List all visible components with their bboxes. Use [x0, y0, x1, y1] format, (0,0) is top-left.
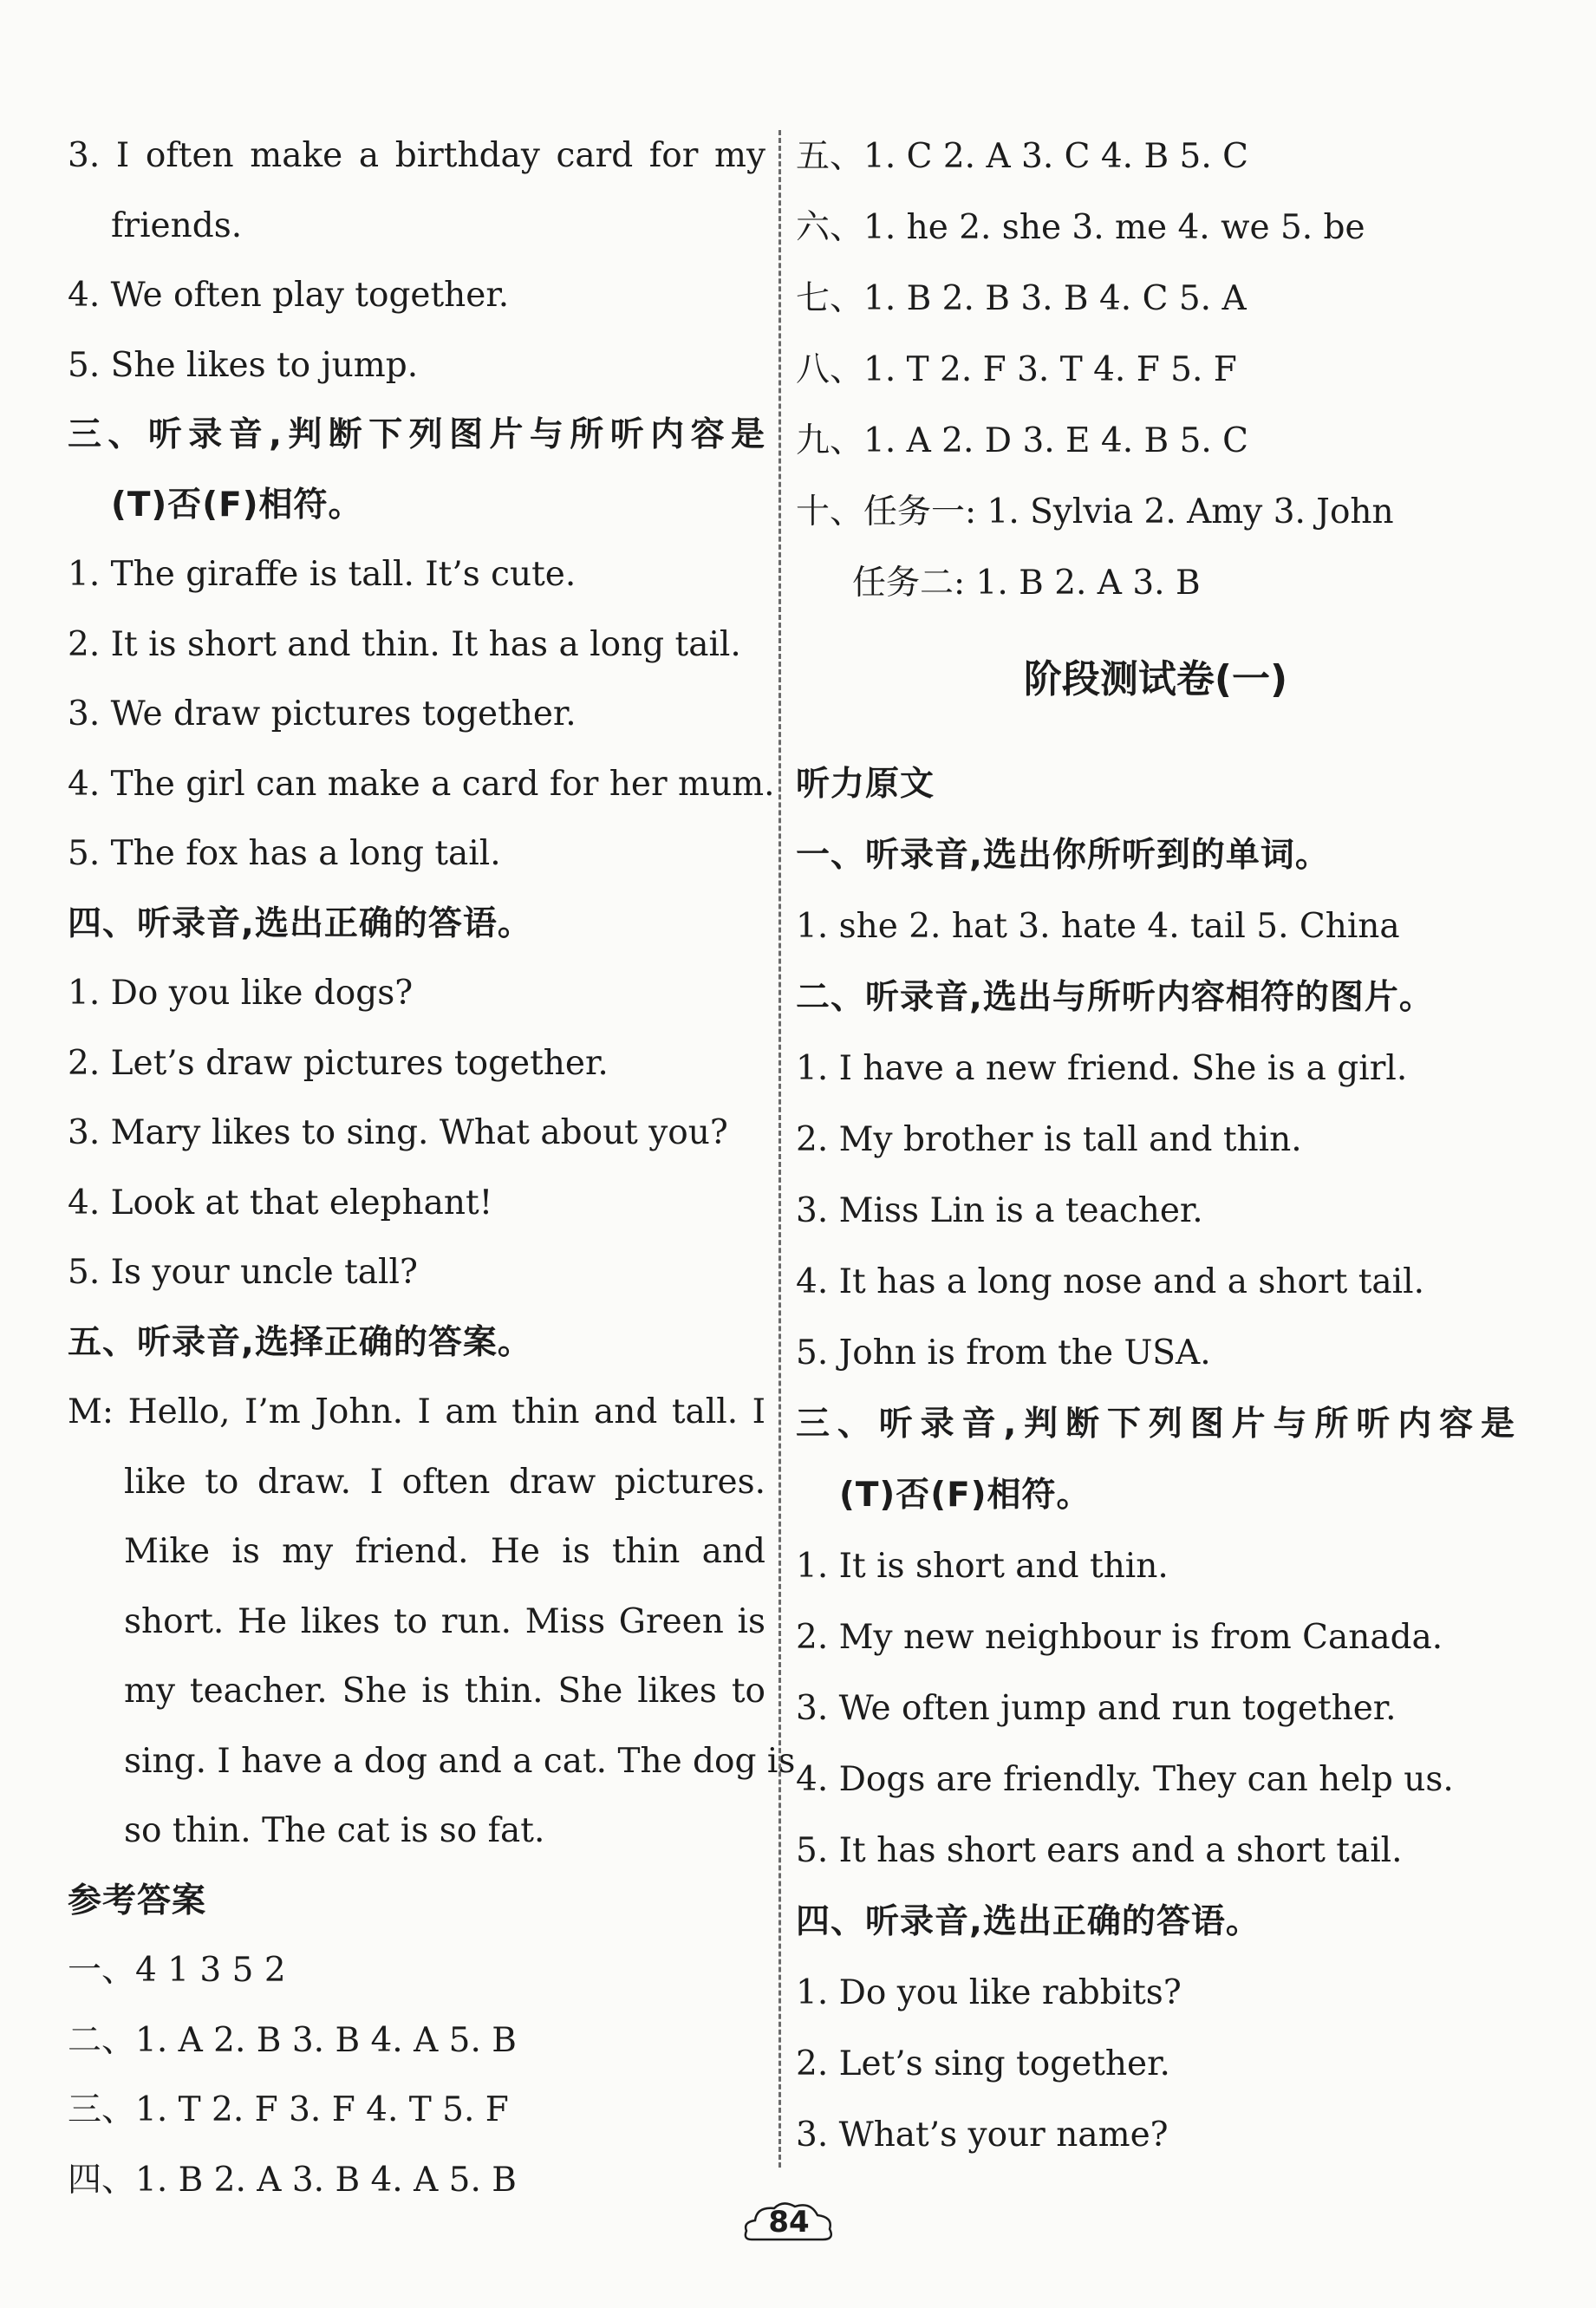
answer-row: 任务二: 1. B 2. A 3. B [852, 564, 1201, 603]
answer-row: 二、1. A 2. B 3. B 4. A 5. B [68, 2020, 517, 2060]
text-line: 4. Dogs are friendly. They can help us. [796, 1760, 1454, 1799]
answer-row: 十、任务一: 1. Sylvia 2. Amy 3. John [796, 492, 1394, 531]
section-heading: (T)否(F)相符。 [111, 485, 363, 525]
text-line: so thin. The cat is so fat. [124, 1811, 545, 1850]
answer-key-continued [796, 121, 1515, 619]
answer-row: 六、1. he 2. she 3. me 4. we 5. be [796, 208, 1365, 247]
section-heading: 五、听录音,选择正确的答案。 [68, 1322, 532, 1362]
text-line: 1. The giraffe is tall. It’s cute. [68, 555, 577, 594]
section-title: 阶段测试卷(一) [1023, 657, 1288, 701]
left-column [68, 121, 796, 2215]
text-line: 1. Do you like dogs? [68, 974, 414, 1013]
text-line: 5. Is your uncle tall? [68, 1253, 418, 1292]
text-line: my teacher. She is thin. She likes to [124, 1672, 765, 1711]
text-line: 3. What’s your name? [796, 2116, 1169, 2155]
text-line: 3. I often make a birthday card for my [68, 136, 765, 175]
page-number: 84 [768, 2205, 810, 2240]
text-line: friends. [111, 205, 243, 245]
column-divider [778, 130, 781, 2168]
section-heading: 三、听录音,判断下列图片与所听内容是 [68, 415, 765, 454]
text-line: 3. We often jump and run together. [796, 1689, 1397, 1728]
answer-row: 八、1. T 2. F 3. T 4. F 5. F [796, 350, 1237, 389]
text-line: 5. She likes to jump. [68, 345, 419, 385]
text-line: 1. Do you like rabbits? [796, 1973, 1182, 2012]
text-line: 2. My brother is tall and thin. [796, 1120, 1302, 1159]
text-line: 4. We often play together. [68, 276, 510, 315]
section-heading: (T)否(F)相符。 [839, 1476, 1091, 1515]
text-line: 1. I have a new friend. She is a girl. [796, 1049, 1408, 1088]
text-line: 3. Mary likes to sing. What about you? [68, 1113, 728, 1152]
text-line: 2. It is short and thin. It has a long tail. [68, 624, 741, 664]
section-heading: 参考答案 [68, 1881, 207, 1920]
text-line: 2. Let’s sing together. [796, 2044, 1170, 2083]
section-heading: 三、听录音,判断下列图片与所听内容是 [796, 1405, 1515, 1444]
text-line: 1. It is short and thin. [796, 1547, 1169, 1586]
text-line: Mike is my friend. He is thin and [124, 1532, 765, 1571]
text-line: 5. It has short ears and a short tail. [796, 1831, 1403, 1870]
section-heading: 听力原文 [796, 765, 935, 804]
text-line: 3. Miss Lin is a teacher. [796, 1191, 1203, 1230]
text-line: 2. My new neighbour is from Canada. [796, 1618, 1443, 1657]
answer-row: 三、1. T 2. F 3. F 4. T 5. F [68, 2090, 509, 2129]
answer-row: 1. she 2. hat 3. hate 4. tail 5. China [796, 907, 1400, 946]
text-line: sing. I have a dog and a cat. The dog is [124, 1741, 796, 1781]
text-line: 5. The fox has a long tail. [68, 834, 501, 873]
text-line: 2. Let’s draw pictures together. [68, 1043, 609, 1083]
answer-row: 九、1. A 2. D 3. E 4. B 5. C [796, 421, 1249, 460]
answer-row: 五、1. C 2. A 3. C 4. B 5. C [796, 137, 1248, 176]
listening-transcript [796, 749, 1515, 2171]
page-number-badge [741, 2198, 837, 2250]
section-heading: 四、听录音,选出正确的答语。 [68, 903, 532, 943]
text-line: 一、4 1 3 5 2 [68, 1951, 286, 1990]
text-line: 4. The girl can make a card for her mum. [68, 764, 775, 804]
text-line: 4. Look at that elephant! [68, 1183, 493, 1222]
text-line: 5. John is from the USA. [796, 1333, 1211, 1372]
text-line: 4. It has a long nose and a short tail. [796, 1262, 1425, 1301]
text-line: 3. We draw pictures together. [68, 694, 577, 733]
answer-row: 四、1. B 2. A 3. B 4. A 5. B [68, 2160, 517, 2200]
answer-row: 七、1. B 2. B 3. B 4. C 5. A [796, 279, 1247, 318]
right-column [796, 121, 1515, 2171]
section-heading: 四、听录音,选出正确的答语。 [796, 1902, 1261, 1941]
text-line: M: Hello, I’m John. I am thin and tall. I [68, 1392, 765, 1431]
text-line: short. He likes to run. Miss Green is [124, 1601, 765, 1641]
text-line: like to draw. I often draw pictures. [124, 1462, 765, 1502]
section-heading: 一、听录音,选出你所听到的单词。 [796, 836, 1330, 875]
section-heading: 二、听录音,选出与所听内容相符的图片。 [796, 978, 1434, 1017]
